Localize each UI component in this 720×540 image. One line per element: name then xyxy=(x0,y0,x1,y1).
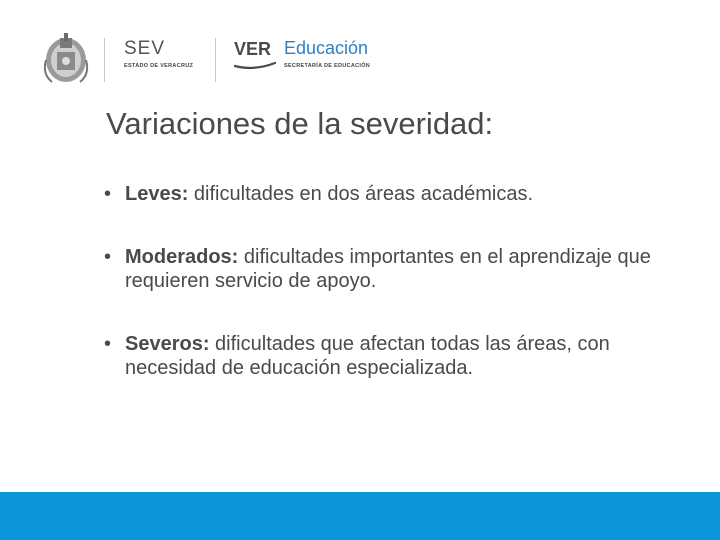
bullet-item xyxy=(104,245,694,293)
educacion-logo-title: Educación xyxy=(284,38,369,58)
ver-logo-mark: VER xyxy=(234,39,272,59)
bullet-term: Severos: xyxy=(125,333,210,355)
coat-of-arms-icon xyxy=(38,30,94,86)
bullet-term: Leves: xyxy=(125,183,189,205)
swoosh-icon xyxy=(234,60,276,70)
header-logos xyxy=(0,0,720,100)
sev-logo-subtitle: ESTADO DE VERACRUZ xyxy=(124,63,194,69)
bullet-list xyxy=(104,182,694,380)
bullet-term: Moderados: xyxy=(125,246,239,268)
logo-divider xyxy=(215,38,216,82)
bullet-text: dificultades importantes en el aprendizaje que requieren servicio de apoyo. xyxy=(125,246,651,292)
educacion-logo-subtitle: SECRETARÍA DE EDUCACIÓN xyxy=(284,63,371,69)
sev-logo-title: SEV xyxy=(124,38,166,59)
bullet-text: dificultades en dos áreas académicas. xyxy=(188,183,534,205)
bullet-item xyxy=(104,182,694,206)
bullet-item xyxy=(104,332,694,380)
logo-divider xyxy=(104,38,105,82)
bullet-text: dificultades que afectan todas las áreas, con necesidad de educación especializada. xyxy=(125,333,610,379)
slide-title: Variaciones de la severidad: xyxy=(106,106,494,141)
footer-bar xyxy=(0,492,720,540)
